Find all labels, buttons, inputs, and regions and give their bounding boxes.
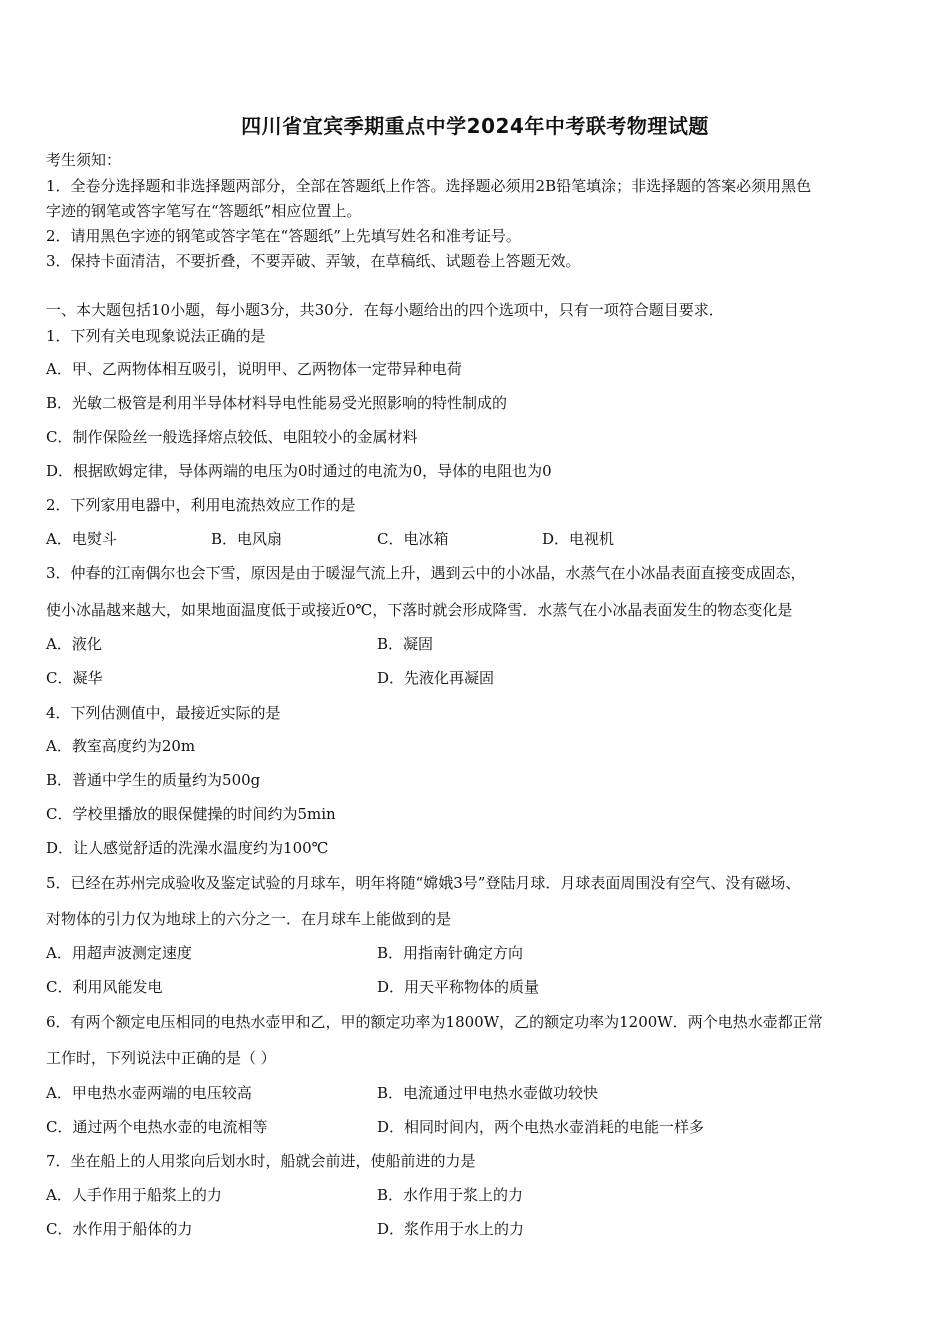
question-5-option-d[interactable]: D．用天平称物体的质量 [377, 978, 540, 996]
notice-item-1: 1．全卷分选择题和非选择题两部分，全部在答题纸上作答。选择题必须用2B铅笔填涂；非选择题的答案必须用黑色 [46, 177, 812, 195]
question-4-option-b[interactable]: B．普通中学生的质量约为500g [46, 771, 261, 789]
question-6-option-b[interactable]: B．电流通过甲电热水壶做功较快 [377, 1084, 599, 1102]
question-3-option-d[interactable]: D．先液化再凝固 [377, 669, 495, 687]
question-4-option-a[interactable]: A．教室高度约为20m [46, 737, 196, 755]
question-3-option-a[interactable]: A．液化 [46, 635, 102, 653]
section-heading: 一、本大题包括10小题，每小题3分，共30分．在每小题给出的四个选项中，只有一项符合题目要求． [46, 301, 724, 319]
question-2-option-d[interactable]: D．电视机 [542, 530, 615, 548]
question-4-stem: 4．下列估测值中，最接近实际的是 [46, 704, 281, 722]
question-6-option-c[interactable]: C．通过两个电热水壶的电流相等 [46, 1118, 268, 1136]
question-3-option-b[interactable]: B．凝固 [377, 635, 434, 653]
question-2-option-a[interactable]: A．电熨斗 [46, 530, 117, 548]
question-2-stem: 2．下列家用电器中，利用电流热效应工作的是 [46, 496, 356, 514]
question-6-option-d[interactable]: D．相同时间内，两个电热水壶消耗的电能一样多 [377, 1118, 705, 1136]
question-3-option-c[interactable]: C．凝华 [46, 669, 103, 687]
exam-title: 四川省宜宾季期重点中学2024年中考联考物理试题 [241, 114, 709, 138]
question-1-option-a[interactable]: A．甲、乙两物体相互吸引，说明甲、乙两物体一定带异种电荷 [46, 360, 462, 378]
notice-item-2: 2．请用黑色字迹的钢笔或答字笔在“答题纸”上先填写姓名和准考证号。 [46, 227, 521, 245]
question-4-option-d[interactable]: D．让人感觉舒适的洗澡水温度约为100℃ [46, 839, 329, 857]
question-5-option-c[interactable]: C．利用风能发电 [46, 978, 163, 996]
question-6-stem-cont: 工作时，下列说法中正确的是（ ） [46, 1049, 276, 1067]
question-2-option-b[interactable]: B．电风扇 [211, 530, 283, 548]
question-5-stem: 5．已经在苏州完成验收及鉴定试验的月球车，明年将随“嫦娥3号”登陆月球．月球表面周围没有空气、没有磁场、 [46, 874, 801, 892]
notice-heading: 考生须知： [46, 151, 122, 169]
question-3-stem: 3．仲春的江南偶尔也会下雪，原因是由于暖湿气流上升，遇到云中的小冰晶，水蒸气在小冰晶表面直接变成固态， [46, 564, 806, 582]
question-1-option-b[interactable]: B．光敏二极管是利用半导体材料导电性能易受光照影响的特性制成的 [46, 394, 508, 412]
question-5-option-b[interactable]: B．用指南针确定方向 [377, 944, 524, 962]
question-1-option-d[interactable]: D．根据欧姆定律，导体两端的电压为0时通过的电流为0，导体的电阻也为0 [46, 462, 552, 480]
question-7-option-b[interactable]: B．水作用于浆上的力 [377, 1186, 524, 1204]
notice-item-3: 3．保持卡面清洁，不要折叠，不要弄破、弄皱，在草稿纸、试题卷上答题无效。 [46, 252, 581, 270]
question-6-stem: 6．有两个额定电压相同的电热水壶甲和乙，甲的额定功率为1800W，乙的额定功率为1200W．两个电热水壶都正常 [46, 1013, 823, 1031]
question-2-option-c[interactable]: C．电冰箱 [377, 530, 449, 548]
question-6-option-a[interactable]: A．甲电热水壶两端的电压较高 [46, 1084, 252, 1102]
question-7-stem: 7．坐在船上的人用浆向后划水时，船就会前进，使船前进的力是 [46, 1152, 476, 1170]
question-1-option-c[interactable]: C．制作保险丝一般选择熔点较低、电阻较小的金属材料 [46, 428, 418, 446]
question-4-option-c[interactable]: C．学校里播放的眼保健操的时间约为5min [46, 805, 336, 823]
question-5-option-a[interactable]: A．用超声波测定速度 [46, 944, 192, 962]
question-7-option-c[interactable]: C．水作用于船体的力 [46, 1220, 193, 1238]
question-7-option-a[interactable]: A．人手作用于船浆上的力 [46, 1186, 222, 1204]
question-1-stem: 1．下列有关电现象说法正确的是 [46, 327, 266, 345]
question-3-stem-cont: 使小冰晶越来越大，如果地面温度低于或接近0℃，下落时就会形成降雪．水蒸气在小冰晶表面发生的物态变化是 [46, 601, 793, 619]
question-5-stem-cont: 对物体的引力仅为地球上的六分之一．在月球车上能做到的是 [46, 910, 452, 928]
notice-item-1-cont: 字迹的钢笔或答字笔写在“答题纸”相应位置上。 [46, 202, 362, 220]
question-7-option-d[interactable]: D．浆作用于水上的力 [377, 1220, 525, 1238]
